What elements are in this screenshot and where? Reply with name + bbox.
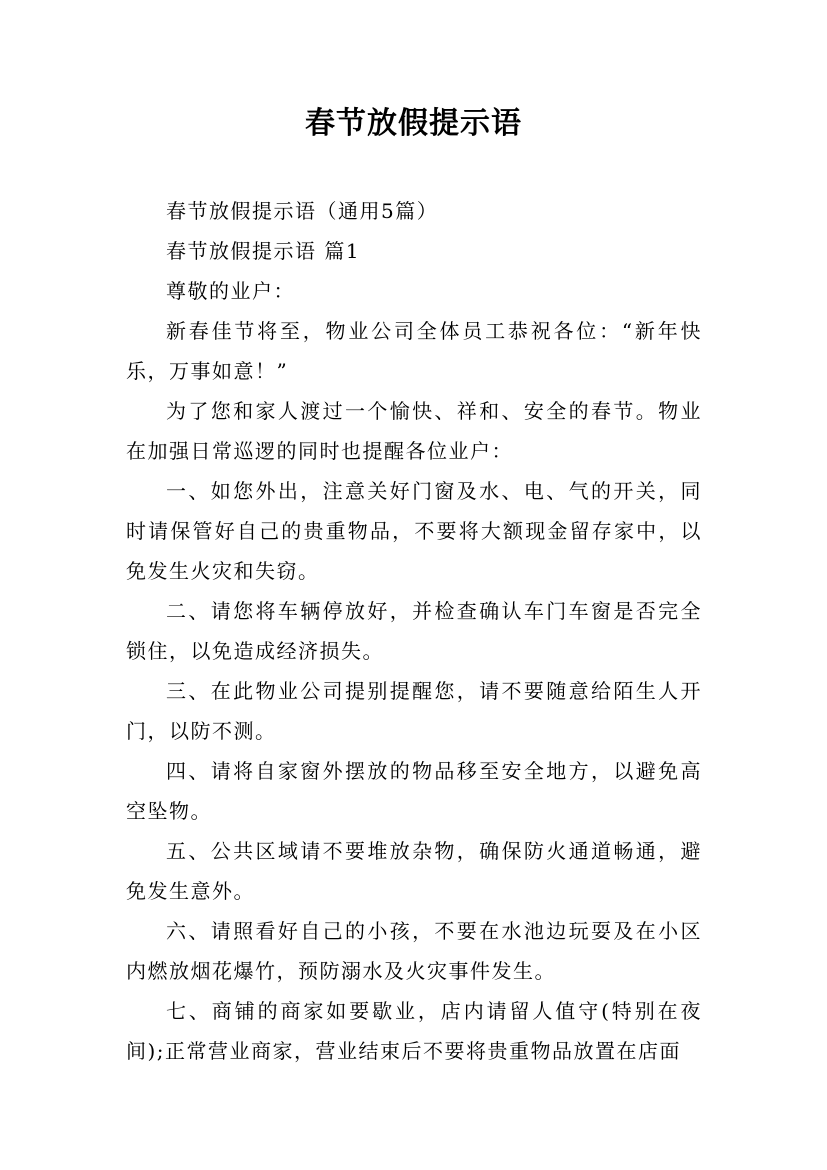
document-title: 春节放假提示语 (305, 106, 522, 141)
paragraph-salutation: 尊敬的业户： (166, 279, 295, 303)
paragraph-item-6: 六、请照看好自己的小孩，不要在水池边玩耍及在小区内燃放烟花爆竹，预防溺水及火灾事件发生。 (126, 919, 702, 983)
paragraph-subtitle: 春节放假提示语（通用5篇） (166, 199, 439, 223)
paragraph-item-5: 五、公共区域请不要堆放杂物，确保防火通道畅通，避免发生意外。 (126, 839, 702, 903)
paragraph-greeting: 新春佳节将至，物业公司全体员工恭祝各位：“新年快乐，万事如意！” (126, 319, 702, 383)
paragraph-item-7: 七、商铺的商家如要歇业，店内请留人值守(特别在夜间);正常营业商家，营业结束后不要将贵重物品放置在店面 (126, 999, 702, 1063)
paragraph-item-1: 一、如您外出，注意关好门窗及水、电、气的开关，同时请保管好自己的贵重物品，不要将大额现金留存家中，以免发生火灾和失窃。 (126, 479, 702, 583)
document-body (126, 191, 702, 1071)
paragraph-intro: 为了您和家人渡过一个愉快、祥和、安全的春节。物业在加强日常巡逻的同时也提醒各位业户： (126, 399, 702, 463)
paragraph-item-3: 三、在此物业公司提别提醒您，请不要随意给陌生人开门，以防不测。 (126, 679, 702, 743)
paragraph-section-heading: 春节放假提示语 篇1 (166, 239, 361, 263)
paragraph-item-2: 二、请您将车辆停放好，并检查确认车门车窗是否完全锁住，以免造成经济损失。 (126, 599, 702, 663)
paragraph-item-4: 四、请将自家窗外摆放的物品移至安全地方，以避免高空坠物。 (126, 759, 702, 823)
